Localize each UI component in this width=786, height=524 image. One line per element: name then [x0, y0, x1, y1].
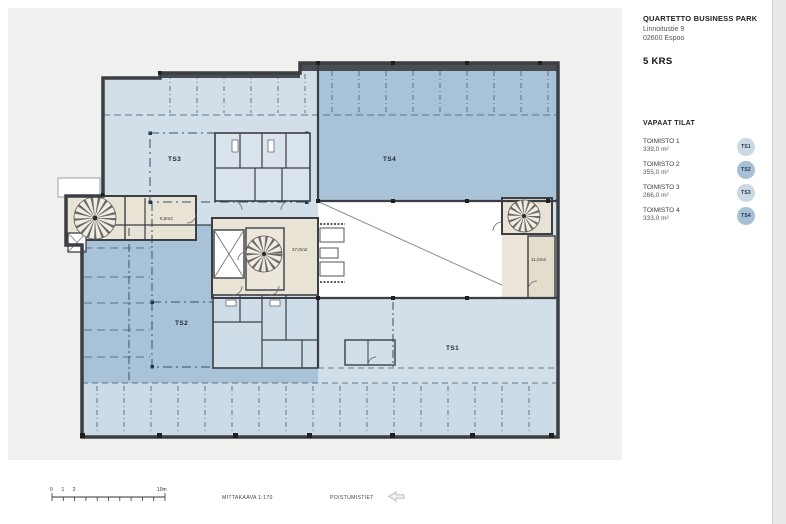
address-line2: 02600 Espoo	[643, 35, 685, 42]
office-area: 355,0 m²	[643, 169, 669, 176]
office-area: 333,0 m²	[643, 215, 669, 222]
zone-ts4-fill	[318, 63, 558, 201]
project-header	[643, 14, 757, 42]
terrace-strip-fill	[82, 383, 558, 436]
zone-label-ts2: TS2	[175, 320, 189, 327]
exit-route-icon	[389, 492, 404, 501]
room-label-center: 27,0m2	[292, 247, 308, 252]
room-label-right: 11,0m2	[531, 257, 546, 262]
zone-label-ts4: TS4	[383, 156, 397, 163]
legend-item-toimisto2	[643, 161, 763, 183]
room-label-left: 6,5m2	[160, 216, 173, 221]
legend-item-toimisto3	[643, 184, 763, 206]
office-name: TOIMISTO 3	[643, 184, 680, 191]
floor-label: 5 KRS	[643, 56, 673, 67]
spiral-staircase-right	[508, 200, 540, 232]
scale-tick-2: 2	[72, 487, 76, 493]
info-panel	[627, 0, 773, 524]
scale-tick-10m: 10m	[157, 487, 167, 493]
scale-tick-0: 0	[50, 487, 53, 493]
room-11m2-fill	[528, 236, 555, 298]
legend-title: VAPAAT TILAT	[643, 120, 696, 127]
balcony	[58, 178, 100, 197]
scale-bar	[50, 487, 167, 501]
project-title: QUARTETTO BUSINESS PARK	[643, 14, 758, 23]
office-area: 266,0 m²	[643, 192, 669, 199]
scale-label: MITTAKAAVA 1:170	[222, 495, 273, 501]
office-name: TOIMISTO 2	[643, 161, 680, 168]
building-fills	[66, 63, 558, 437]
office-name: TOIMISTO 1	[643, 138, 680, 145]
office-badge-ts4: TS4	[737, 207, 755, 225]
address-line1: Linnoitustie 9	[643, 25, 685, 33]
scale-tick-1: 1	[61, 487, 65, 493]
exits-label: POISTUMISTIET	[330, 495, 374, 501]
office-area: 339,0 m²	[643, 146, 669, 153]
zone-label-ts3: TS3	[168, 156, 182, 163]
window-edge-strip	[772, 0, 786, 524]
office-badge-ts1: TS1	[737, 138, 755, 156]
spiral-staircase-center	[246, 236, 282, 272]
office-badge-ts3: TS3	[737, 184, 755, 202]
zone-label-ts1: TS1	[446, 345, 460, 352]
legend-item-toimisto4	[643, 207, 763, 229]
legend-item-toimisto1	[643, 138, 763, 160]
spiral-staircase-left	[74, 197, 116, 239]
office-name: TOIMISTO 4	[643, 207, 680, 214]
office-badge-ts2: TS2	[737, 161, 755, 179]
